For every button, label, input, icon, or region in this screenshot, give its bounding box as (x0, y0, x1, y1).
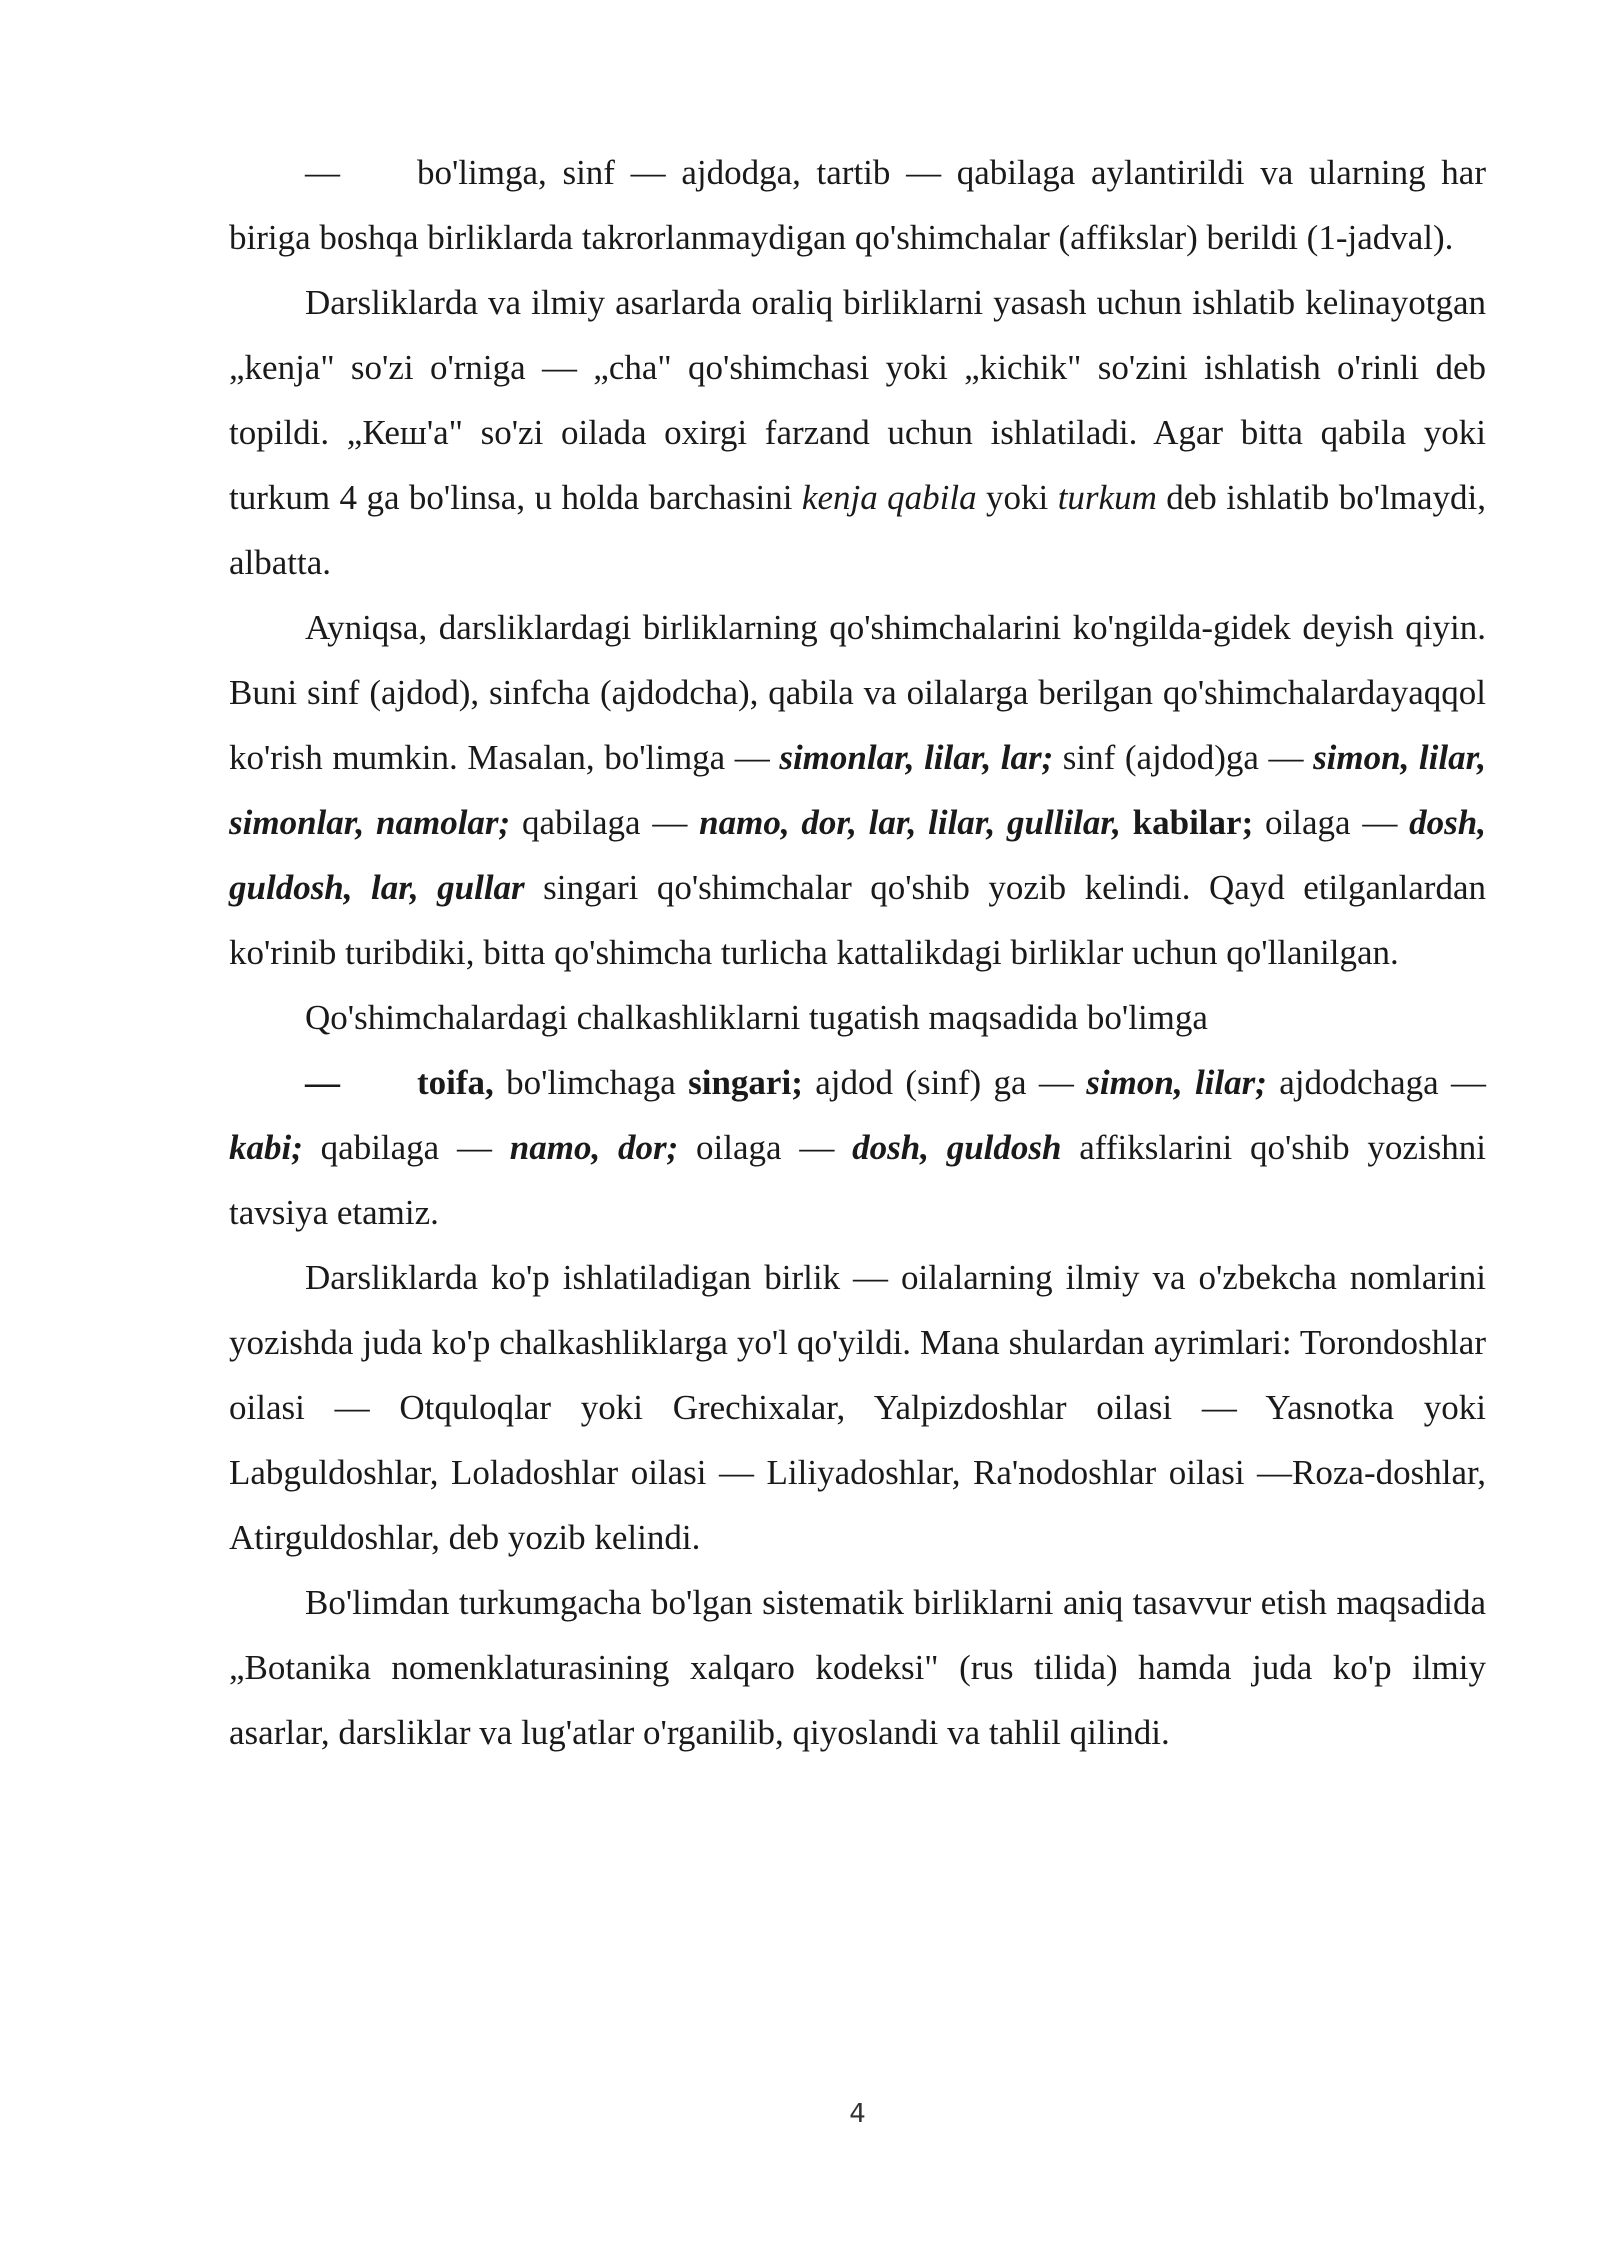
suffix-list: simon, lilar, simonlar, namolar; (229, 738, 1487, 842)
leading-dash: — (305, 153, 340, 192)
paragraph-text: Darsliklarda va ilmiy asarlarda oraliq birliklarni yasash uchun ishlatib kelinayotgan „kenja" so'zi o'rniga — „cha" qo'shimchasi yoki „kichik" so'zini ishlatish o'rinli deb topildi. „Кеш'а" so'zi oilada oxirgi farzand uchun ishlatiladi. Agar bitta qabila yoki turkum 4 ga bo'linsa, u holda barchasini (229, 283, 1486, 517)
paragraph-5 (229, 1050, 1486, 1245)
paragraph-text: ajdodchaga — (1266, 1063, 1487, 1102)
paragraph-text (1121, 803, 1133, 842)
suffix-list: simonlar, lilar, lar; (779, 738, 1054, 777)
paragraph-2 (229, 270, 1486, 595)
suffix-list: dosh, guldosh, lar, gullar (229, 803, 1487, 907)
paragraph-text: bo'limga, sinf — ajdodga, tartib — qabilaga aylantirildi va ularning har biriga boshqa birliklarda takrorlanmaydigan qo'shimchalar (affikslar) berildi (1-jadval). (229, 153, 1486, 257)
paragraph-text: sinf (ajdod)ga — (1053, 738, 1314, 777)
paragraph-text: singari qo'shimchalar qo'shib yozib kelindi. Qayd etilganlardan ko'rinib turibdiki, bitta qo'shimcha turlicha kattalikdagi birliklar uchun qo'llanilgan. (229, 868, 1486, 972)
paragraph-text: yoki (976, 478, 1058, 517)
document-page (229, 140, 1486, 1765)
paragraph-text: deb ishlatib bo'lmaydi, albatta. (229, 478, 1486, 582)
suffix-list: namo, dor, lar, lilar, gullilar, (699, 803, 1121, 842)
paragraph-3 (229, 595, 1486, 985)
suffix-bold: toifa, (417, 1063, 494, 1102)
paragraph-text: ajdod (sinf) ga — (802, 1063, 1087, 1102)
suffix-list: simon, lilar; (1086, 1063, 1267, 1102)
leading-dash (229, 1050, 417, 1115)
paragraph-text: Darsliklarda ko'p ishlatiladigan birlik — oilalarning ilmiy va o'zbekcha nomlarini yozishda juda ko'p chalkashliklarga yo'l qo'yildi. Mana shulardan ayrimlari: Torondoshlar oilasi — Otquloqlar yoki Grechixalar, Yalpizdoshlar oilasi — Yasnotka yoki Labguldoshlar, Loladoshlar oilasi — Liliyadoshlar, Ra'nodoshlar oilasi —Roza-doshlar, Atirguldoshlar, deb yozib kelindi. (229, 1258, 1486, 1557)
suffix-bold: kabilar; (1132, 803, 1254, 842)
page-number: 4 (849, 2099, 866, 2129)
suffix-list: dosh, guldosh (852, 1128, 1062, 1167)
paragraph-7 (229, 1570, 1486, 1765)
paragraph-text: oilaga — (1253, 803, 1410, 842)
paragraph-text: Bo'limdan turkumgacha bo'lgan sistematik birliklarni aniq tasavvur etish maqsadida „Botanika nomenklaturasining xalqaro kodeksi" (rus tilida) hamda juda ko'p ilmiy asarlar, darsliklar va lug'atlar o'rganilib, qiyoslandi va tahlil qilindi. (229, 1583, 1486, 1752)
suffix-list: namo, dor; (509, 1128, 679, 1167)
italic-term: turkum (1057, 478, 1157, 517)
paragraph-text: oilaga — (678, 1128, 853, 1167)
paragraph-text: qabilaga — (302, 1128, 510, 1167)
paragraph-4 (229, 985, 1486, 1050)
paragraph-text: qabilaga — (510, 803, 700, 842)
paragraph-text: affikslarini qo'shib yozishni tavsiya etamiz. (229, 1128, 1486, 1232)
suffix-list: kabi; (229, 1128, 303, 1167)
suffix-bold: singari; (688, 1063, 803, 1102)
leading-dash-glyph: — (305, 1063, 340, 1102)
paragraph-text: bo'limchaga (493, 1063, 689, 1102)
paragraph-text: Qo'shimchalardagi chalkashliklarni tugatish maqsadida bo'limga (305, 998, 1208, 1037)
paragraph-text: Ayniqsa, darsliklardagi birliklarning qo'shimchalarini ko'ngilda-gidek deyish qiyin. Buni sinf (ajdod), sinfcha (ajdodcha), qabila va oilalarga berilgan qo'shimchalardayaqqol ko'rish mumkin. Masalan, bo'limga — (229, 608, 1486, 777)
paragraph-6 (229, 1245, 1486, 1570)
italic-term: kenja qabila (801, 478, 977, 517)
paragraph-1 (229, 140, 1486, 270)
